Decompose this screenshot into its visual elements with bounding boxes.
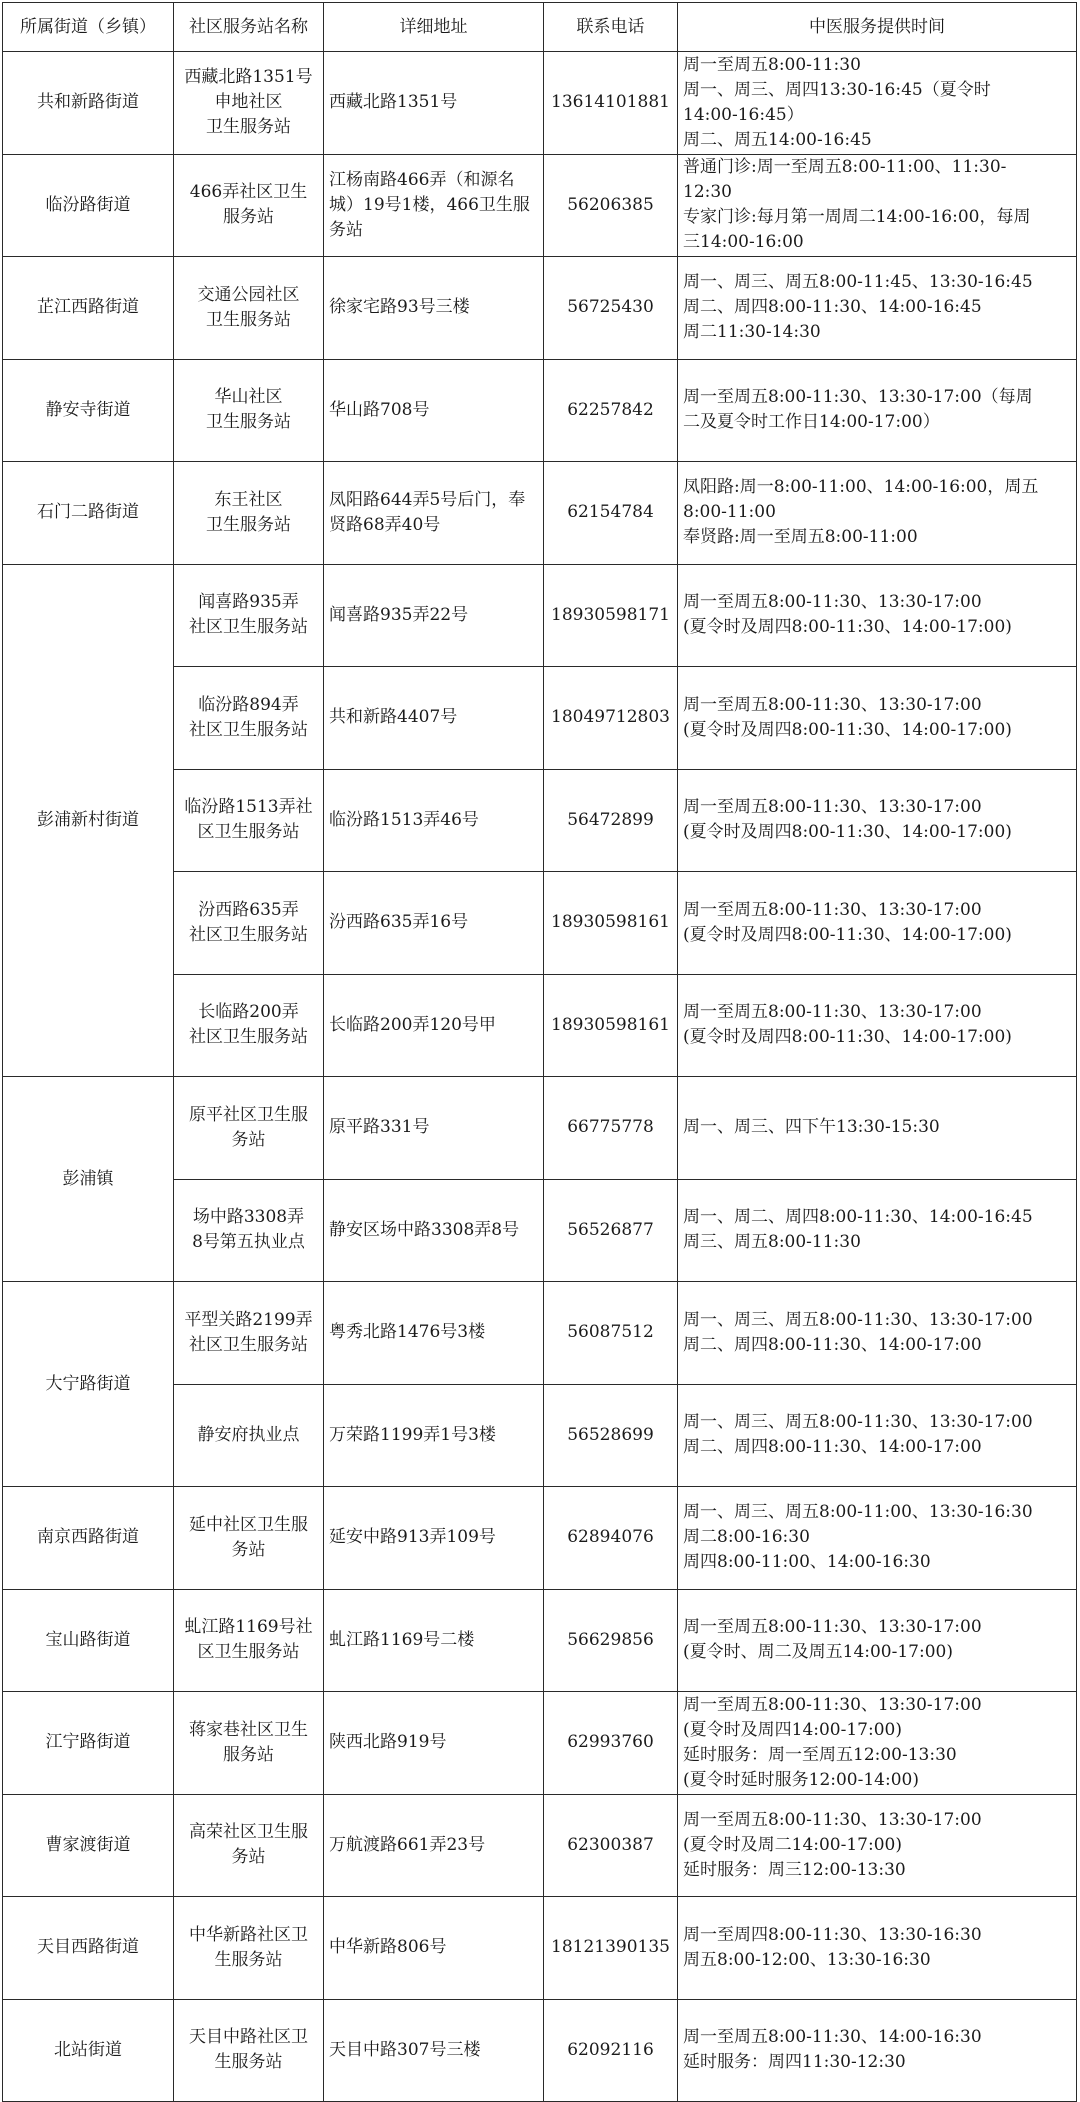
station-name-cell-line: 卫生服务站 [206, 412, 291, 433]
phone-cell: 18930598161 [544, 974, 678, 1077]
tcm-hours-cell-line: 周一至周五8:00-11:30、13:30-17:00 [683, 1809, 982, 1830]
street-cell: 彭浦镇 [3, 1077, 174, 1282]
station-name-cell-line: 交通公园社区 [197, 284, 300, 305]
tcm-hours-cell-line: 普通门诊:周一至周五8:00-11:00、11:30- [683, 157, 1007, 178]
station-name-cell-line: 务站 [231, 1129, 266, 1150]
tcm-hours-cell-line: 周二、周四8:00-11:30、14:00-17:00 [683, 1437, 982, 1458]
phone-cell: 66775778 [544, 1077, 678, 1180]
phone-cell: 62257842 [544, 359, 678, 462]
phone-cell: 18930598171 [544, 564, 678, 667]
tcm-hours-cell [678, 1282, 1077, 1385]
station-name-cell-line: 天目中路社区卫 [189, 2027, 308, 2048]
address-cell-line: 闻喜路935弄22号 [329, 604, 469, 625]
station-name-cell-line: 中华新路社区卫 [189, 1924, 308, 1945]
tcm-hours-cell-line: 周一至周五8:00-11:30、14:00-16:30 [683, 2027, 982, 2048]
tcm-hours-cell-line: 周一至周五8:00-11:30、13:30-17:00 [683, 899, 982, 920]
table-row [3, 1077, 1077, 1180]
address-cell-line: 粤秀北路1476号3楼 [329, 1322, 486, 1343]
station-name-cell [174, 974, 324, 1077]
station-name-cell-line: 临汾路894弄 [198, 694, 299, 715]
tcm-hours-cell-line: 周一至周五8:00-11:30 [683, 54, 861, 75]
station-name-cell-line: 生服务站 [214, 2052, 283, 2073]
station-name-cell-line: 长临路200弄 [198, 1002, 299, 1023]
tcm-hours-cell [678, 974, 1077, 1077]
tcm-hours-cell [678, 52, 1077, 155]
tcm-hours-cell-line: (夏令时延时服务12:00-14:00) [683, 1769, 919, 1790]
table-row [3, 1999, 1077, 2102]
tcm-hours-cell [678, 872, 1077, 975]
station-name-cell-line: 平型关路2199弄 [184, 1309, 313, 1330]
tcm-hours-cell-line: 周一、周三、周五8:00-11:45、13:30-16:45 [683, 272, 1033, 293]
tcm-hours-cell [678, 1077, 1077, 1180]
tcm-hours-cell-line: 专家门诊:每月第一周周二14:00-16:00，每周 [683, 207, 1031, 228]
station-name-cell-line: 卫生服务站 [206, 309, 291, 330]
station-name-cell-line: 蒋家巷社区卫生 [189, 1719, 308, 1740]
address-cell-line: 万荣路1199弄1号3楼 [329, 1424, 496, 1445]
address-cell-line: 贤路68弄40号 [329, 514, 441, 535]
station-name-cell [174, 1487, 324, 1590]
phone-cell: 56087512 [544, 1282, 678, 1385]
tcm-hours-cell-line: 周一至周五8:00-11:30、13:30-17:00 [683, 1002, 982, 1023]
address-cell [324, 1179, 544, 1282]
phone-cell: 62993760 [544, 1692, 678, 1795]
station-name-cell [174, 769, 324, 872]
tcm-hours-cell-line: (夏令时及周四8:00-11:30、14:00-17:00) [683, 617, 1012, 638]
station-name-cell-line: 申地社区 [214, 92, 283, 113]
street-cell: 芷江西路街道 [3, 257, 174, 360]
table-body [3, 52, 1077, 2102]
tcm-hours-cell [678, 1794, 1077, 1897]
phone-cell: 62894076 [544, 1487, 678, 1590]
tcm-hours-cell-line: 延时服务：周一至周五12:00-13:30 [683, 1744, 957, 1765]
tcm-hours-cell-line: (夏令时及周四8:00-11:30、14:00-17:00) [683, 719, 1012, 740]
address-cell [324, 1384, 544, 1487]
service-stations-table [2, 2, 1077, 2102]
tcm-hours-cell [678, 154, 1077, 257]
address-cell [324, 667, 544, 770]
address-cell [324, 1794, 544, 1897]
tcm-hours-cell-line: 周一、周三、周五8:00-11:30、13:30-17:00 [683, 1412, 1033, 1433]
tcm-hours-cell-line: 周二、周四8:00-11:30、14:00-17:00 [683, 1334, 982, 1355]
tcm-hours-cell-line: 延时服务：周四11:30-12:30 [683, 2052, 906, 2073]
street-cell: 静安寺街道 [3, 359, 174, 462]
address-cell [324, 1999, 544, 2102]
header-row [3, 3, 1077, 52]
address-cell [324, 872, 544, 975]
tcm-hours-cell-line: 周二、周四8:00-11:30、14:00-16:45 [683, 297, 982, 318]
address-cell-line: 静安区场中路3308弄8号 [329, 1219, 520, 1240]
address-cell [324, 564, 544, 667]
address-cell [324, 974, 544, 1077]
station-name-cell-line: 闻喜路935弄 [198, 592, 299, 613]
address-cell [324, 1589, 544, 1692]
tcm-hours-cell-line: 周一至周五8:00-11:30、13:30-17:00 [683, 592, 982, 613]
station-name-cell-line: 社区卫生服务站 [189, 719, 308, 740]
tcm-hours-cell-line: 凤阳路:周一8:00-11:00、14:00-16:00，周五 [683, 477, 1039, 498]
tcm-hours-cell [678, 1487, 1077, 1590]
header-address: 详细地址 [324, 3, 544, 52]
station-name-cell-line: 华山社区 [214, 387, 283, 408]
tcm-hours-cell-line: (夏令时、周二及周五14:00-17:00) [683, 1642, 953, 1663]
tcm-hours-cell-line: 周一至周五8:00-11:30、13:30-17:00 [683, 1617, 982, 1638]
table-row [3, 1692, 1077, 1795]
address-cell-line: 城）19号1楼，466卫生服 [329, 194, 530, 215]
phone-cell: 62154784 [544, 462, 678, 565]
tcm-hours-cell-line: 周五8:00-12:00、13:30-16:30 [683, 1949, 931, 1970]
tcm-hours-cell-line: 周二11:30-14:30 [683, 322, 821, 343]
table-row [3, 1897, 1077, 2000]
phone-cell: 62092116 [544, 1999, 678, 2102]
station-name-cell-line: 466弄社区卫生 [189, 182, 308, 203]
station-name-cell [174, 872, 324, 975]
address-cell-line: 陕西北路919号 [329, 1732, 447, 1753]
street-cell: 石门二路街道 [3, 462, 174, 565]
tcm-hours-cell-line: 8:00-11:00 [683, 502, 776, 523]
tcm-hours-cell-line: 周一、周三、周五8:00-11:00、13:30-16:30 [683, 1502, 1033, 1523]
phone-cell: 56206385 [544, 154, 678, 257]
address-cell [324, 462, 544, 565]
station-name-cell [174, 1589, 324, 1692]
address-cell [324, 1897, 544, 2000]
table-row [3, 462, 1077, 565]
address-cell [324, 769, 544, 872]
address-cell [324, 52, 544, 155]
tcm-hours-cell [678, 1897, 1077, 2000]
station-name-cell [174, 564, 324, 667]
station-name-cell-line: 社区卫生服务站 [189, 924, 308, 945]
address-cell-line: 徐家宅路93号三楼 [329, 297, 470, 318]
address-cell-line: 西藏北路1351号 [329, 92, 458, 113]
address-cell [324, 1077, 544, 1180]
tcm-hours-cell-line: 周二8:00-16:30 [683, 1527, 810, 1548]
station-name-cell [174, 52, 324, 155]
header-station-name: 社区服务站名称 [174, 3, 324, 52]
station-name-cell [174, 667, 324, 770]
tcm-hours-cell-line: 周一至周五8:00-11:30、13:30-17:00 [683, 797, 982, 818]
station-name-cell-line: 临汾路1513弄社 [184, 797, 313, 818]
header-phone: 联系电话 [544, 3, 678, 52]
station-name-cell-line: 社区卫生服务站 [189, 617, 308, 638]
phone-cell: 56528699 [544, 1384, 678, 1487]
address-cell [324, 257, 544, 360]
address-cell-line: 汾西路635弄16号 [329, 912, 469, 933]
table-row [3, 1282, 1077, 1385]
station-name-cell [174, 1384, 324, 1487]
street-cell: 大宁路街道 [3, 1282, 174, 1487]
tcm-hours-cell [678, 462, 1077, 565]
address-cell [324, 154, 544, 257]
address-cell [324, 359, 544, 462]
station-name-cell [174, 1897, 324, 2000]
table-row [3, 1794, 1077, 1897]
station-name-cell-line: 务站 [231, 1847, 266, 1868]
tcm-hours-cell-line: (夏令时及周二14:00-17:00) [683, 1834, 902, 1855]
station-name-cell [174, 1794, 324, 1897]
tcm-hours-cell-line: 周三、周五8:00-11:30 [683, 1232, 861, 1253]
station-name-cell [174, 257, 324, 360]
phone-cell: 18930598161 [544, 872, 678, 975]
street-cell: 天目西路街道 [3, 1897, 174, 2000]
phone-cell: 18049712803 [544, 667, 678, 770]
tcm-hours-cell [678, 769, 1077, 872]
station-name-cell-line: 社区卫生服务站 [189, 1334, 308, 1355]
tcm-hours-cell-line: 14:00-16:45） [683, 104, 804, 125]
address-cell-line: 延安中路913弄109号 [329, 1527, 496, 1548]
address-cell-line: 长临路200弄120号甲 [329, 1014, 496, 1035]
tcm-hours-cell-line: 奉贤路:周一至周五8:00-11:00 [683, 527, 918, 548]
tcm-hours-cell-line: 周一至周四8:00-11:30、13:30-16:30 [683, 1924, 982, 1945]
station-name-cell-line: 区卫生服务站 [197, 1642, 300, 1663]
street-cell: 共和新路街道 [3, 52, 174, 155]
address-cell-line: 天目中路307号三楼 [329, 2039, 481, 2060]
station-name-cell-line: 场中路3308弄 [192, 1207, 305, 1228]
station-name-cell-line: 卫生服务站 [206, 117, 291, 138]
tcm-hours-cell [678, 1692, 1077, 1795]
table-row [3, 359, 1077, 462]
address-cell-line: 中华新路806号 [329, 1937, 447, 1958]
station-name-cell-line: 延中社区卫生服 [189, 1514, 308, 1535]
tcm-hours-cell-line: (夏令时及周四14:00-17:00) [683, 1719, 902, 1740]
station-name-cell [174, 1692, 324, 1795]
phone-cell: 56472899 [544, 769, 678, 872]
station-name-cell [174, 359, 324, 462]
address-cell [324, 1282, 544, 1385]
address-cell-line: 共和新路4407号 [329, 707, 458, 728]
tcm-hours-cell-line: 二及夏令时工作日14:00-17:00） [683, 412, 940, 433]
table-row [3, 1589, 1077, 1692]
street-cell: 临汾路街道 [3, 154, 174, 257]
phone-cell: 13614101881 [544, 52, 678, 155]
street-cell: 南京西路街道 [3, 1487, 174, 1590]
station-name-cell-line: 汾西路635弄 [198, 899, 299, 920]
tcm-hours-cell [678, 1179, 1077, 1282]
table-row [3, 564, 1077, 667]
tcm-hours-cell-line: 延时服务：周三12:00-13:30 [683, 1859, 906, 1880]
station-name-cell-line: 区卫生服务站 [197, 822, 300, 843]
station-name-cell [174, 1179, 324, 1282]
station-name-cell-line: 虬江路1169号社 [184, 1617, 313, 1638]
station-name-cell [174, 1282, 324, 1385]
station-name-cell-line: 高荣社区卫生服 [189, 1822, 308, 1843]
street-cell: 江宁路街道 [3, 1692, 174, 1795]
address-cell-line: 江杨南路466弄（和源名 [329, 169, 515, 190]
station-name-cell [174, 462, 324, 565]
address-cell-line: 万航渡路661弄23号 [329, 1834, 486, 1855]
tcm-hours-cell [678, 257, 1077, 360]
station-name-cell-line: 东王社区 [214, 489, 283, 510]
phone-cell: 18121390135 [544, 1897, 678, 2000]
header-tcm-hours: 中医服务提供时间 [678, 3, 1077, 52]
tcm-hours-cell-line: 周一、周三、四下午13:30-15:30 [683, 1117, 940, 1138]
tcm-hours-cell-line: (夏令时及周四8:00-11:30、14:00-17:00) [683, 1027, 1012, 1048]
station-name-cell-line: 服务站 [223, 207, 274, 228]
header-street: 所属街道（乡镇） [3, 3, 174, 52]
tcm-hours-cell-line: (夏令时及周四8:00-11:30、14:00-17:00) [683, 924, 1012, 945]
station-name-cell-line: 原平社区卫生服 [189, 1104, 308, 1125]
table-row [3, 154, 1077, 257]
table-row [3, 52, 1077, 155]
address-cell-line: 原平路331号 [329, 1117, 430, 1138]
tcm-hours-cell [678, 1384, 1077, 1487]
tcm-hours-cell-line: (夏令时及周四8:00-11:30、14:00-17:00) [683, 822, 1012, 843]
station-name-cell-line: 生服务站 [214, 1949, 283, 1970]
table-row [3, 257, 1077, 360]
tcm-hours-cell-line: 周二、周五14:00-16:45 [683, 129, 872, 150]
station-name-cell-line: 社区卫生服务站 [189, 1027, 308, 1048]
street-cell: 曹家渡街道 [3, 1794, 174, 1897]
address-cell-line: 务站 [329, 219, 363, 240]
table-row [3, 1487, 1077, 1590]
tcm-hours-cell-line: 周一、周三、周四13:30-16:45（夏令时 [683, 79, 991, 100]
tcm-hours-cell-line: 周一、周三、周五8:00-11:30、13:30-17:00 [683, 1309, 1033, 1330]
station-name-cell-line: 西藏北路1351号 [184, 67, 313, 88]
tcm-hours-cell [678, 359, 1077, 462]
tcm-hours-cell [678, 667, 1077, 770]
tcm-hours-cell-line: 12:30 [683, 182, 732, 203]
station-name-cell-line: 8号第五执业点 [192, 1232, 305, 1253]
tcm-hours-cell-line: 周一至周五8:00-11:30、13:30-17:00 [683, 1694, 982, 1715]
address-cell-line: 华山路708号 [329, 399, 430, 420]
street-cell: 北站街道 [3, 1999, 174, 2102]
phone-cell: 56725430 [544, 257, 678, 360]
address-cell-line: 虬江路1169号二楼 [329, 1629, 475, 1650]
address-cell [324, 1692, 544, 1795]
station-name-cell-line: 卫生服务站 [206, 514, 291, 535]
tcm-hours-cell-line: 三14:00-16:00 [683, 232, 804, 253]
station-name-cell [174, 1077, 324, 1180]
phone-cell: 62300387 [544, 1794, 678, 1897]
tcm-hours-cell-line: 周一至周五8:00-11:30、13:30-17:00 [683, 694, 982, 715]
address-cell-line: 凤阳路644弄5号后门，奉 [329, 489, 526, 510]
tcm-hours-cell [678, 564, 1077, 667]
station-name-cell-line: 服务站 [223, 1744, 274, 1765]
phone-cell: 56629856 [544, 1589, 678, 1692]
tcm-hours-cell-line: 周四8:00-11:00、14:00-16:30 [683, 1552, 931, 1573]
address-cell-line: 临汾路1513弄46号 [329, 809, 479, 830]
tcm-hours-cell [678, 1589, 1077, 1692]
station-name-cell [174, 154, 324, 257]
phone-cell: 56526877 [544, 1179, 678, 1282]
tcm-hours-cell-line: 周一至周五8:00-11:30、13:30-17:00（每周 [683, 387, 1033, 408]
tcm-hours-cell-line: 周一、周二、周四8:00-11:30、14:00-16:45 [683, 1207, 1033, 1228]
address-cell [324, 1487, 544, 1590]
street-cell: 彭浦新村街道 [3, 564, 174, 1077]
tcm-hours-cell [678, 1999, 1077, 2102]
station-name-cell-line: 静安府执业点 [197, 1424, 300, 1445]
street-cell: 宝山路街道 [3, 1589, 174, 1692]
station-name-cell-line: 务站 [231, 1539, 266, 1560]
station-name-cell [174, 1999, 324, 2102]
